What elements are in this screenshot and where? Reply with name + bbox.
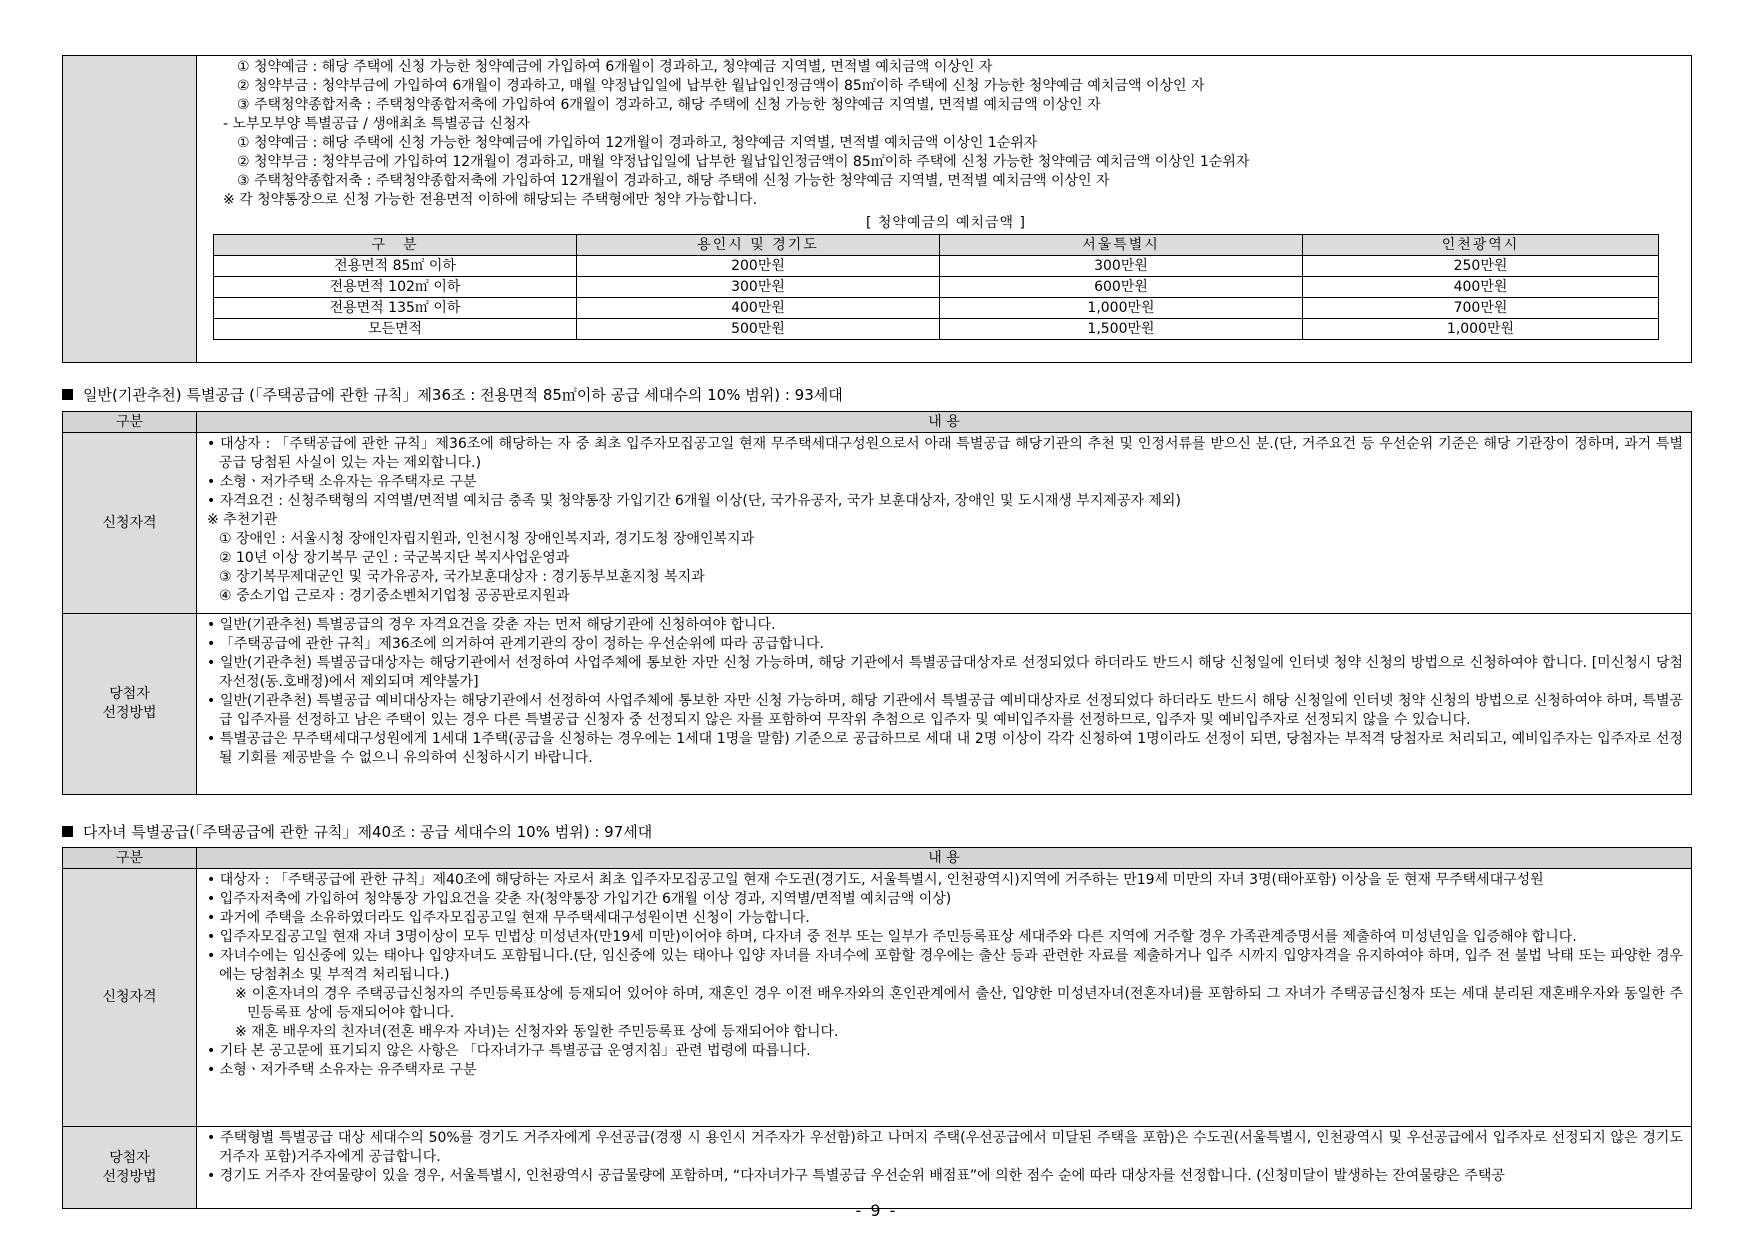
note-item: ※ 재혼 배우자의 친자녀(전혼 배우자 자녀)는 신청자와 동일한 주민등록표 상에 등재되어야 합니다.	[235, 1024, 839, 1040]
square-bullet-icon	[62, 826, 73, 837]
req-line: ② 청약부금 : 청약부금에 가입하여 6개월이 경과하고, 매월 약정납입일에 납부한 월납입인정금액이 85㎡이하 주택에 신청 가능한 청약예금 예치금액 이상인 자	[237, 78, 1205, 94]
deposit-cell: 300만원	[940, 256, 1303, 277]
selection-row	[63, 1127, 1692, 1209]
selection-content	[197, 1127, 1692, 1209]
agency-item: ② 10년 이상 장기복무 군인 : 국군복지단 복지사업운영과	[219, 550, 570, 566]
deposit-cell: 250만원	[1303, 256, 1659, 277]
selection-content	[197, 614, 1692, 795]
eligibility-row	[63, 869, 1692, 1127]
deposit-cell: 400만원	[577, 298, 940, 319]
deposit-cell: 전용면적 85㎡ 이하	[214, 256, 577, 277]
header-content: 내 용	[197, 848, 1692, 869]
row-label-empty	[63, 56, 197, 363]
section-title-multichild	[62, 823, 652, 842]
agency-item: ③ 장기복무제대군인 및 국가유공자, 국가보훈대상자 : 경기동부보훈지청 복지과	[219, 569, 705, 585]
multichild-special-supply-table	[62, 847, 1692, 1209]
institution-special-supply-table	[62, 411, 1692, 795]
req-note: ※ 각 청약통장으로 신청 가능한 전용면적 이하에 해당되는 주택형에만 청약 가능합니다.	[223, 192, 758, 208]
list-item: • 일반(기관추천) 특별공급대상자는 해당기관에서 선정하여 사업주체에 통보한 자만 신청 가능하며, 해당 기관에서 특별공급대상자로 선정되었다 하더라도 반드시 해당 신청일에 인터넷 청약 신청의 방법으로 신청하여야 합니다. [미신청시 당첨자선정(동.호배정)에서 제외되며 계약불가]	[205, 654, 1683, 692]
deposit-cell: 700만원	[1303, 298, 1659, 319]
req-line: ① 청약예금 : 해당 주택에 신청 가능한 청약예금에 가입하여 12개월이 경과하고, 청약예금 지역별, 면적별 예치금액 이상인 1순위자	[237, 135, 1038, 151]
section-title-text: 일반(기관추천) 특별공급 (「주택공급에 관한 규칙」제36조 : 전용면적 85㎡이하 공급 세대수의 10% 범위) : 93세대	[83, 386, 843, 404]
section-title-institution	[62, 386, 843, 405]
deposit-header-cell: 인천광역시	[1303, 235, 1659, 256]
deposit-cell: 1,000만원	[1303, 319, 1659, 340]
selection-label	[63, 1127, 197, 1209]
deposit-table-header	[214, 235, 1659, 256]
list-item: • 「주택공급에 관한 규칙」제36조에 의거하여 관계기관의 장이 정하는 우선순위에 따라 공급합니다.	[205, 635, 1683, 654]
deposit-cell: 전용면적 135㎡ 이하	[214, 298, 577, 319]
table-header-row	[63, 412, 1692, 433]
list-item: • 경기도 거주자 잔여물량이 있을 경우, 서울특별시, 인천광역시 공급물량에 포함하며, “다자녀가구 특별공급 우선순위 배점표”에 의한 점수 순에 따라 대상자를 선정합니다. (신청미달이 발생하는 잔여물량은 주택공	[205, 1167, 1683, 1186]
deposit-table	[213, 234, 1659, 340]
deposit-row	[214, 256, 1659, 277]
deposit-header-cell: 서울특별시	[940, 235, 1303, 256]
eligibility-row	[63, 433, 1692, 614]
list-item: • 입주자저축에 가입하여 청약통장 가입요건을 갖춘 자(청약통장 가입기간 6개월 이상 경과, 지역별/면적별 예치금액 이상)	[205, 890, 1683, 909]
deposit-table-title: [ 청약예금의 예치금액 ]	[866, 215, 1026, 231]
note-item: ※ 이혼자녀의 경우 주택공급신청자의 주민등록표상에 등재되어 있어야 하며, 재혼인 경우 이전 배우자와의 혼인관계에서 출산, 입양한 미성년자녀(전혼자녀)를 포함하되 그 자녀가 주택공급신청자 또는 세대 분리된 재혼배우자와 동일한 주민등록표 상에 등재되어야 합니다.	[235, 986, 1683, 1021]
list-item: • 기타 본 공고문에 표기되지 않은 사항은 「다자녀가구 특별공급 운영지침」관련 법령에 따릅니다.	[205, 1042, 1683, 1061]
selection-label	[63, 614, 197, 795]
deposit-header-cell: 용인시 및 경기도	[577, 235, 940, 256]
header-label: 구분	[63, 848, 197, 869]
header-label: 구분	[63, 412, 197, 433]
req-line: ① 청약예금 : 해당 주택에 신청 가능한 청약예금에 가입하여 6개월이 경과하고, 청약예금 지역별, 면적별 예치금액 이상인 자	[237, 59, 993, 75]
selection-label-line: 당첨자	[109, 1149, 150, 1166]
selection-row	[63, 614, 1692, 795]
deposit-cell: 500만원	[577, 319, 940, 340]
deposit-row	[214, 298, 1659, 319]
deposit-cell: 600만원	[940, 277, 1303, 298]
list-item: • 대상자 : 「주택공급에 관한 규칙」제36조에 해당하는 자 중 최초 입주자모집공고일 현재 무주택세대구성원으로서 아래 특별공급 해당기관의 추천 및 인정서류를 받으신 분.(단, 거주요건 등 우선순위 기준은 해당 기관장이 정하며, 과거 특별공급 당첨된 사실이 있는 자는 제외합니다.)	[205, 435, 1683, 473]
list-item: • 입주자모집공고일 현재 자녀 3명이상이 모두 민법상 미성년자(만19세 미만)이어야 하며, 다자녀 중 전부 또는 일부가 주민등록표상 세대주와 다른 지역에 거주할 경우 가족관계증명서를 제출하여 미성년임을 입증해야 합니다.	[205, 928, 1683, 947]
selection-label-line: 당첨자	[109, 686, 150, 702]
deposit-cell: 전용면적 102㎡ 이하	[214, 277, 577, 298]
list-item: • 과거에 주택을 소유하였더라도 입주자모집공고일 현재 무주택세대구성원이면 신청이 가능합니다.	[205, 909, 1683, 928]
eligibility-content	[197, 433, 1692, 614]
header-content: 내 용	[197, 412, 1692, 433]
req-subhead: - 노부모부양 특별공급 / 생애최초 특별공급 신청자	[223, 116, 530, 132]
list-item: • 일반(기관추천) 특별공급의 경우 자격요건을 갖춘 자는 먼저 해당기관에 신청하여야 합니다.	[205, 616, 1683, 635]
list-item: • 소형ㆍ저가주택 소유자는 유주택자로 구분	[205, 1061, 1683, 1080]
deposit-cell: 1,000만원	[940, 298, 1303, 319]
deposit-row	[214, 277, 1659, 298]
list-item: • 대상자 : 「주택공급에 관한 규칙」제40조에 해당하는 자로서 최초 입주자모집공고일 현재 수도권(경기도, 서울특별시, 인천광역시)지역에 거주하는 만19세 미만의 자녀 3명(태아포함) 이상을 둔 현재 무주택세대구성원	[205, 871, 1683, 890]
selection-label-line: 선정방법	[102, 1168, 157, 1185]
list-item: • 자격요건 : 신청주택형의 지역별/면적별 예치금 충족 및 청약통장 가입기간 6개월 이상(단, 국가유공자, 국가 보훈대상자, 장애인 및 도시재생 부지제공자 제외)	[205, 492, 1683, 511]
agency-item: ① 장애인 : 서울시청 장애인자립지원과, 인천시청 장애인복지과, 경기도청 장애인복지과	[219, 531, 755, 547]
eligibility-label: 신청자격	[63, 433, 197, 614]
list-item: • 특별공급은 무주택세대구성원에게 1세대 1주택(공급을 신청하는 경우에는 1세대 1명을 말함) 기준으로 공급하므로 세대 내 2명 이상이 각각 신청하여 1명이라도 선정이 되면, 당첨자는 부적격 당첨자로 처리되고, 예비입주자는 입주자로 선정될 기회를 제공받을 수 없으니 유의하여 신청하시기 바랍니다.	[205, 730, 1683, 768]
deposit-header-cell: 구 분	[214, 235, 577, 256]
square-bullet-icon	[62, 389, 73, 400]
selection-label-line: 선정방법	[102, 705, 157, 721]
deposit-row	[214, 319, 1659, 340]
list-item: • 일반(기관추천) 특별공급 예비대상자는 해당기관에서 선정하여 사업주체에 통보한 자만 신청 가능하며, 해당 기관에서 특별공급 예비대상자로 선정되었다 하더라도 반드시 해당 신청일에 인터넷 청약 신청의 방법으로 신청하여야 하며, 특별공급 입주자를 선정하고 남은 주택이 있는 경우 다른 특별공급 신청자 중 선정되지 않은 자를 포함하여 무작위 추첨으로 입주자 및 예비입주자를 선정하므로, 입주자 및 예비입주자로 선정되지 않을 수 있습니다.	[205, 692, 1683, 730]
req-line: ③ 주택청약종합저축 : 주택청약종합저축에 가입하여 6개월이 경과하고, 해당 주택에 신청 가능한 청약예금 지역별, 면적별 예치금액 이상인 자	[237, 97, 1101, 113]
req-line: ③ 주택청약종합저축 : 주택청약종합저축에 가입하여 12개월이 경과하고, 해당 주택에 신청 가능한 청약예금 지역별, 면적별 예치금액 이상인 자	[237, 173, 1110, 189]
deposit-cell: 300만원	[577, 277, 940, 298]
eligibility-content	[197, 869, 1692, 1127]
req-line: ② 청약부금 : 청약부금에 가입하여 12개월이 경과하고, 매월 약정납입일에 납부한 월납입인정금액이 85㎡이하 주택에 신청 가능한 청약예금 예치금액 이상인 1순위자	[237, 154, 1250, 170]
agency-title: ※ 추천기관	[207, 512, 278, 528]
page-number: - 9 -	[855, 1201, 898, 1220]
deposit-cell: 200만원	[577, 256, 940, 277]
section-title-text: 다자녀 특별공급(「주택공급에 관한 규칙」제40조 : 공급 세대수의 10% 범위) : 97세대	[83, 823, 653, 841]
deposit-cell: 1,500만원	[940, 319, 1303, 340]
eligibility-label: 신청자격	[63, 869, 197, 1127]
list-item: • 자녀수에는 임신중에 있는 태아나 입양자녀도 포함됩니다.(단, 임신중에 있는 태아나 입양 자녀를 자녀수에 포함할 경우에는 출산 등과 관련한 자료를 제출하거나 입주 시까지 입양자격을 유지하여야 하며, 입주 전 불법 낙태 또는 파양한 경우에는 당첨취소 및 부적격 처리됩니다.)	[205, 947, 1683, 985]
deposit-requirements-section	[62, 55, 1692, 363]
list-item: • 주택형별 특별공급 대상 세대수의 50%를 경기도 거주자에게 우선공급(경쟁 시 용인시 거주자가 우선함)하고 나머지 주택(우선공급에서 미달된 주택을 포함)은 수도권(서울특별시, 인천광역시 및 우선공급에서 입주자로 선정되지 않은 경기도 거주자 포함)거주자에게 공급합니다.	[205, 1129, 1683, 1167]
agency-item: ④ 중소기업 근로자 : 경기중소벤처기업청 공공판로지원과	[219, 588, 570, 604]
deposit-requirements-content	[197, 56, 1692, 363]
deposit-cell: 400만원	[1303, 277, 1659, 298]
table-header-row	[63, 848, 1692, 869]
deposit-cell: 모든면적	[214, 319, 577, 340]
list-item: • 소형ㆍ저가주택 소유자는 유주택자로 구분	[205, 473, 1683, 492]
